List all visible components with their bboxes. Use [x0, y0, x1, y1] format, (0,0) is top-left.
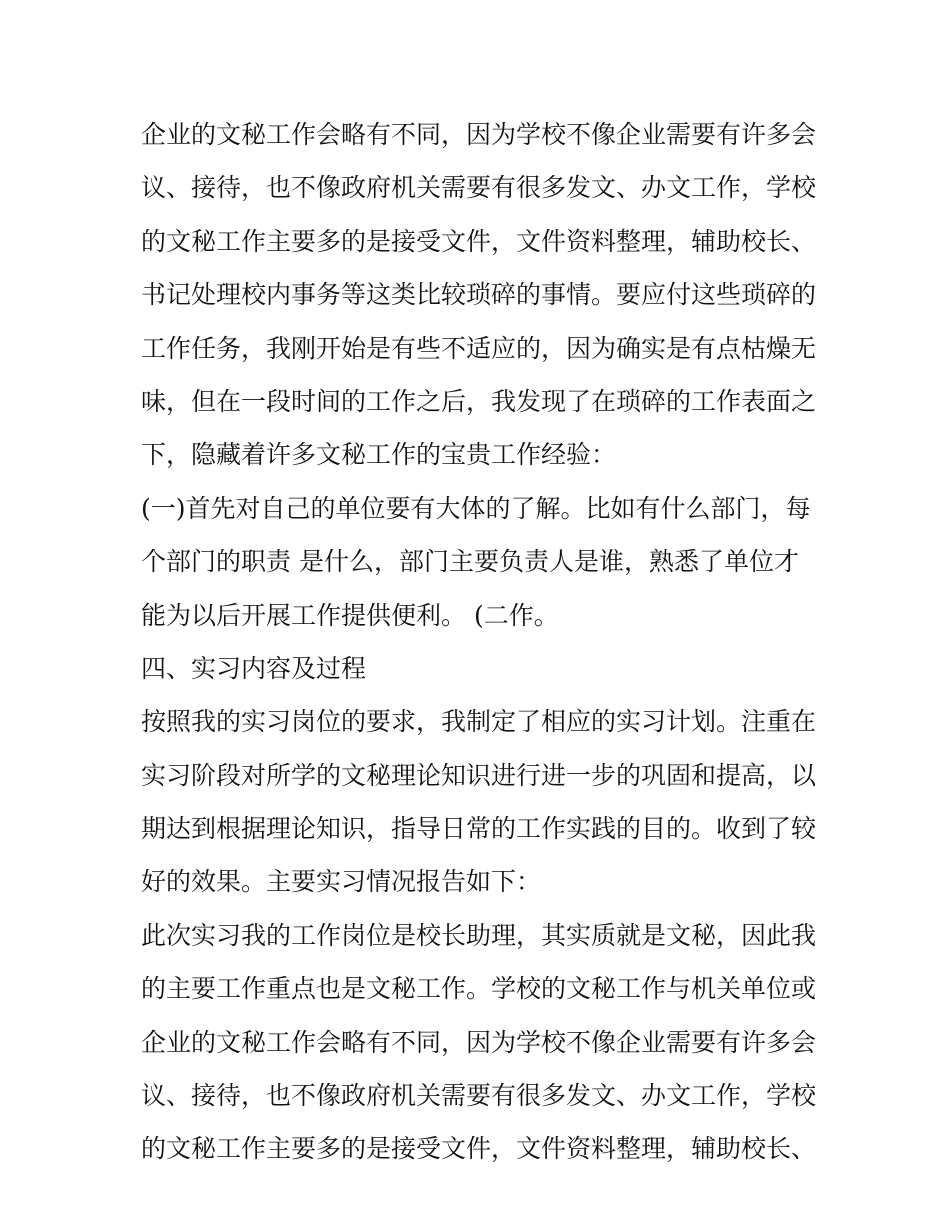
text-line: 议、接待，也不像政府机关需要有很多发文、办文工作，学校: [141, 173, 817, 203]
text-line: 议、接待，也不像政府机关需要有很多发文、办文工作，学校: [141, 1081, 817, 1111]
text-line: 此次实习我的工作岗位是校长助理，其实质就是文秘，因此我: [141, 920, 817, 950]
text-line: 下，隐藏着许多文秘工作的宝贵工作经验：: [141, 440, 617, 470]
text-line: 企业的文秘工作会略有不同，因为学校不像企业需要有许多会: [141, 1027, 817, 1057]
text-line: 好的效果。主要实习情况报告如下：: [141, 867, 542, 897]
text-line: 味，但在一段时间的工作之后，我发现了在琐碎的工作表面之: [141, 386, 817, 416]
text-line: 期达到根据理论知识，指导日常的工作实践的目的。收到了较: [141, 814, 817, 844]
text-line: 个部门的职责 是什么，部门主要负责人是谁，熟悉了单位才: [141, 547, 799, 577]
list-item-one: (一)首先对自己的单位要有大体的了解。比如有什么部门，每: [141, 493, 811, 523]
text-line: 按照我的实习岗位的要求，我制定了相应的实习计划。注重在: [141, 707, 817, 737]
text-line: 工作任务，我刚开始是有些不适应的，因为确实是有点枯燥无: [141, 333, 817, 363]
text-line: 能为以后开展工作提供便利。 (二作。: [141, 600, 559, 630]
text-line: 的主要工作重点也是文秘工作。学校的文秘工作与机关单位或: [141, 974, 817, 1004]
section-heading: 四、实习内容及过程: [141, 653, 367, 683]
text-line: 实习阶段对所学的文秘理论知识进行进一步的巩固和提高，以: [141, 760, 817, 790]
text-line: 的文秘工作主要多的是接受文件，文件资料整理，辅助校长、: [141, 1134, 817, 1164]
document-body: [141, 108, 821, 1176]
text-line: 书记处理校内事务等这类比较琐碎的事情。要应付这些琐碎的: [141, 280, 817, 310]
text-line: 企业的文秘工作会略有不同，因为学校不像企业需要有许多会: [141, 120, 817, 149]
text-line: 的文秘工作主要多的是接受文件，文件资料整理，辅助校长、: [141, 226, 817, 256]
